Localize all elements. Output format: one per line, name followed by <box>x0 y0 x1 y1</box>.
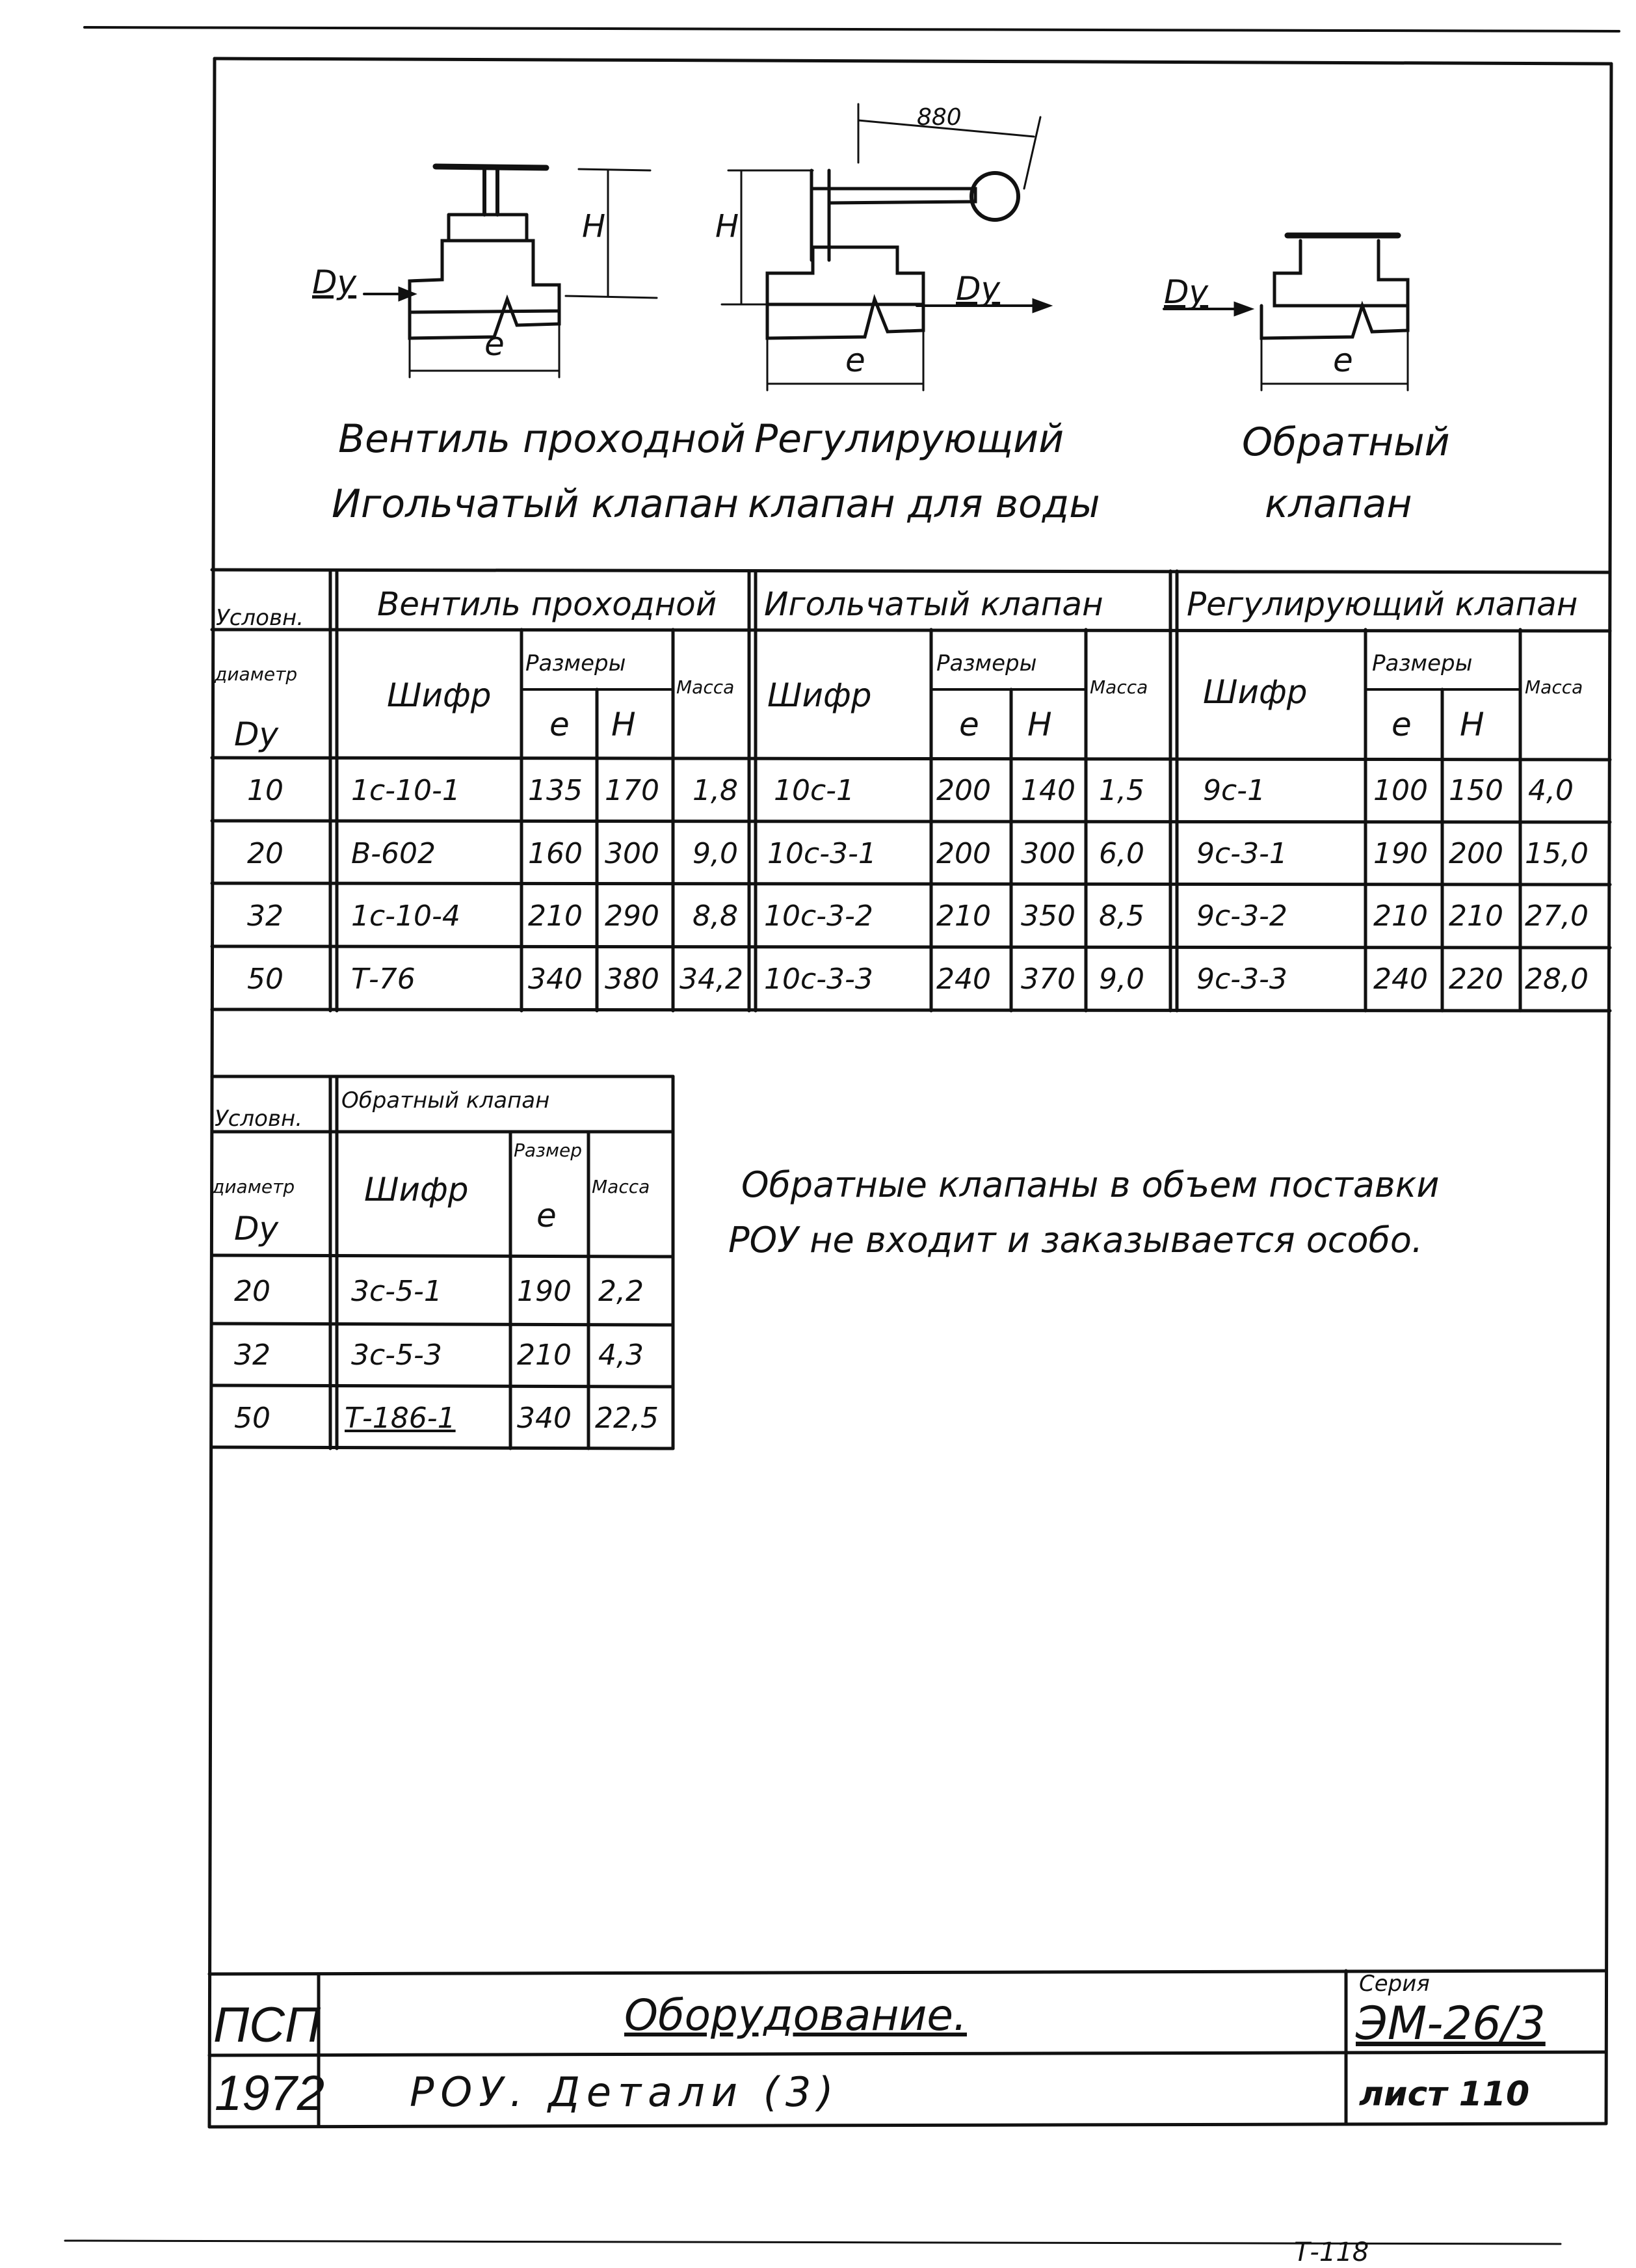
t2-cell-m: 2,2 <box>598 1275 644 1308</box>
t2-cell-dy: 32 <box>234 1339 270 1372</box>
t1-cell-h1: 170 <box>605 774 659 807</box>
t1-cell-e3: 240 <box>1373 963 1428 996</box>
caption-valve-line2: Игольчатый клапан <box>332 481 739 527</box>
t2-group: Обратный клапан <box>341 1087 550 1114</box>
t1-e-3: e <box>1392 706 1412 743</box>
t2-cell-e: 340 <box>517 1402 572 1435</box>
t1-cell-m3: 27,0 <box>1525 900 1589 933</box>
t2-col-dy-2: диаметр <box>212 1176 295 1197</box>
label-e-2: e <box>845 341 865 379</box>
t1-cell-code3: 9с-3-2 <box>1196 900 1287 933</box>
t1-sizes-2: Размеры <box>936 650 1037 676</box>
title-year: 1972 <box>215 2066 325 2121</box>
t1-h-1: H <box>611 706 636 743</box>
t1-cell-e1: 210 <box>528 900 583 933</box>
series-code: ЭМ-26/3 <box>1356 1997 1546 2050</box>
dimension-880: 880 <box>917 104 962 131</box>
label-dy-1: Dy <box>312 263 357 301</box>
t1-cell-code3: 9с-1 <box>1203 774 1266 807</box>
t2-col-dy-3: Dy <box>234 1210 279 1247</box>
t1-group-needle: Игольчатый клапан <box>764 585 1103 623</box>
label-h-1: H <box>582 208 606 245</box>
t1-col-dy-1: Условн. <box>216 605 304 631</box>
t1-cell-m3: 4,0 <box>1528 774 1574 807</box>
t1-cell-h1: 380 <box>605 963 659 996</box>
t1-cell-m2: 8,5 <box>1099 900 1144 933</box>
series-label: Серия <box>1359 1971 1430 1997</box>
t2-cell-code: 3с-5-3 <box>351 1339 442 1372</box>
t1-sizes-1: Размеры <box>525 650 626 676</box>
t1-cell-e1: 160 <box>528 837 583 870</box>
t1-cell-code1: 1с-10-4 <box>351 900 460 933</box>
t1-cell-m2: 1,5 <box>1099 774 1144 807</box>
t1-cell-e2: 210 <box>936 900 991 933</box>
t2-cell-e: 190 <box>517 1275 572 1308</box>
t1-cell-m1: 34,2 <box>679 963 743 996</box>
t1-cell-e2: 200 <box>936 837 991 870</box>
t2-cell-dy: 50 <box>234 1402 270 1435</box>
title-subtitle: РОУ. Детали (3) <box>410 2068 840 2116</box>
t1-code-1: Шифр <box>387 676 492 714</box>
caption-check-line2: клапан <box>1265 481 1412 527</box>
t1-cell-h2: 140 <box>1021 774 1075 807</box>
note-line1: Обратные клапаны в объем поставки <box>741 1164 1440 1205</box>
caption-check-line1: Обратный <box>1242 420 1450 465</box>
label-dy-2: Dy <box>956 270 1001 308</box>
t2-cell-code: Т-186-1 <box>345 1402 456 1435</box>
t1-mass-1: Масса <box>676 676 735 698</box>
t1-cell-e1: 340 <box>528 963 583 996</box>
t1-cell-code2: 10с-1 <box>774 774 855 807</box>
t1-cell-m3: 15,0 <box>1525 837 1589 870</box>
caption-valve-line1: Вентиль проходной <box>338 416 746 462</box>
t1-col-dy-3: Dy <box>234 715 279 753</box>
t1-cell-e3: 100 <box>1373 774 1428 807</box>
t2-cell-e: 210 <box>517 1339 572 1372</box>
note-line2: РОУ не входит и заказывается особо. <box>728 1220 1423 1261</box>
t1-cell-e3: 190 <box>1373 837 1428 870</box>
footer-mark: Т-118 <box>1294 2237 1369 2267</box>
t1-cell-e3: 210 <box>1373 900 1428 933</box>
t2-cell-m: 22,5 <box>595 1402 659 1435</box>
t1-cell-m1: 9,0 <box>693 837 738 870</box>
t1-cell-code2: 10с-3-3 <box>764 963 873 996</box>
t1-cell-h3: 210 <box>1449 900 1503 933</box>
label-e-3: e <box>1333 341 1353 379</box>
t1-cell-h3: 220 <box>1449 963 1503 996</box>
title-org: ПСП <box>213 1997 321 2053</box>
t1-cell-code2: 10с-3-2 <box>764 900 873 933</box>
t2-mass: Масса <box>592 1176 650 1197</box>
label-dy-3: Dy <box>1164 273 1209 311</box>
t1-group-regulating: Регулирующий клапан <box>1187 585 1578 623</box>
t1-cell-code3: 9с-3-3 <box>1196 963 1287 996</box>
t1-code-3: Шифр <box>1203 673 1308 711</box>
t2-size: Размер <box>514 1140 583 1161</box>
t1-mass-3: Масса <box>1525 676 1583 698</box>
t1-cell-h2: 350 <box>1021 900 1075 933</box>
t1-h-2: H <box>1027 706 1052 743</box>
t2-cell-m: 4,3 <box>598 1339 644 1372</box>
t2-cell-code: 3с-5-1 <box>351 1275 442 1308</box>
t1-e-2: e <box>959 706 979 743</box>
t1-cell-e2: 240 <box>936 963 991 996</box>
t1-cell-h3: 200 <box>1449 837 1503 870</box>
t1-cell-dy: 32 <box>247 900 284 933</box>
title-main: Оборудование. <box>624 1990 967 2040</box>
t1-cell-m1: 8,8 <box>693 900 738 933</box>
t1-cell-h2: 370 <box>1021 963 1075 996</box>
t1-cell-h3: 150 <box>1449 774 1503 807</box>
t1-code-2: Шифр <box>767 676 872 714</box>
t1-cell-code1: 1с-10-1 <box>351 774 460 807</box>
t2-code: Шифр <box>364 1171 469 1208</box>
t1-cell-code1: В-602 <box>351 837 436 870</box>
t1-cell-dy: 10 <box>247 774 284 807</box>
t1-cell-dy: 20 <box>247 837 284 870</box>
caption-reg-line2: клапан для воды <box>748 481 1100 527</box>
label-h-2: H <box>715 208 739 245</box>
t2-e: e <box>536 1197 557 1234</box>
label-e-1: e <box>484 325 505 363</box>
t1-sizes-3: Размеры <box>1372 650 1473 676</box>
t1-cell-dy: 50 <box>247 963 284 996</box>
t1-cell-code1: Т-76 <box>351 963 416 996</box>
t1-cell-e1: 135 <box>528 774 583 807</box>
t1-cell-h2: 300 <box>1021 837 1075 870</box>
t2-col-dy-1: Условн. <box>215 1106 303 1132</box>
t1-cell-m2: 6,0 <box>1099 837 1144 870</box>
t1-col-dy-2: диаметр <box>215 663 298 685</box>
t1-cell-m1: 1,8 <box>693 774 738 807</box>
t1-cell-m3: 28,0 <box>1525 963 1589 996</box>
t1-cell-code3: 9с-3-1 <box>1196 837 1287 870</box>
t1-cell-code2: 10с-3-1 <box>767 837 877 870</box>
t1-cell-h1: 290 <box>605 900 659 933</box>
t1-cell-h1: 300 <box>605 837 659 870</box>
t1-h-3: H <box>1460 706 1484 743</box>
sheet-number: лист 110 <box>1359 2075 1530 2114</box>
caption-reg-line1: Регулирующий <box>754 416 1064 462</box>
t1-mass-2: Масса <box>1090 676 1148 698</box>
t1-e-1: e <box>549 706 570 743</box>
t2-cell-dy: 20 <box>234 1275 270 1308</box>
t1-group-valve: Вентиль проходной <box>377 585 717 623</box>
t1-cell-e2: 200 <box>936 774 991 807</box>
t1-cell-m2: 9,0 <box>1099 963 1144 996</box>
